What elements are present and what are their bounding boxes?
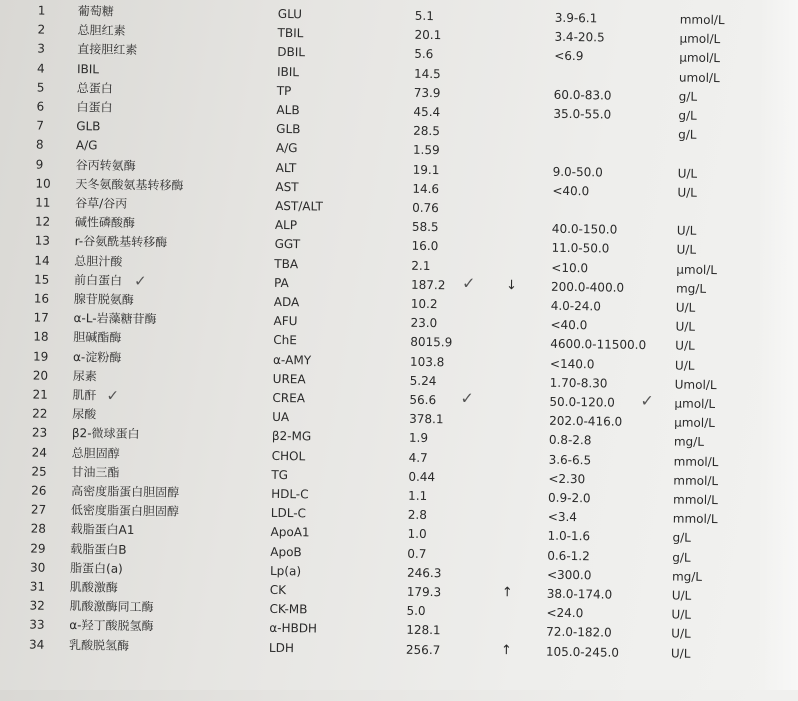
test-code: TBIL bbox=[277, 26, 304, 41]
reference-range: 40.0-150.0 bbox=[551, 221, 618, 237]
test-value: 128.1 bbox=[406, 623, 441, 638]
test-code: GGT bbox=[274, 237, 301, 252]
test-code: A/G bbox=[275, 141, 298, 156]
test-unit: mg/L bbox=[673, 434, 705, 450]
row-index: 18 bbox=[33, 329, 49, 345]
test-unit: U/L bbox=[675, 300, 696, 315]
test-unit: μmol/L bbox=[679, 31, 721, 47]
test-code: PA bbox=[273, 275, 289, 290]
test-code: TBA bbox=[274, 256, 299, 271]
reference-range: 50.0-120.0 bbox=[549, 394, 615, 410]
reference-range: <40.0 bbox=[550, 317, 588, 333]
test-code: GLB bbox=[276, 122, 301, 137]
test-value: 5.1 bbox=[414, 8, 435, 24]
row-index: 29 bbox=[30, 541, 46, 556]
reference-range: <2.30 bbox=[548, 471, 586, 487]
test-value: 16.0 bbox=[411, 239, 439, 254]
test-name: β2-微球蛋白 bbox=[71, 426, 140, 442]
test-unit: μmol/L bbox=[679, 50, 721, 66]
abnormal-flag: ↓ bbox=[505, 277, 518, 294]
row-index: 25 bbox=[31, 464, 47, 479]
reference-range: <3.4 bbox=[547, 509, 578, 525]
test-code: Lp(a) bbox=[269, 563, 302, 579]
test-value: 20.1 bbox=[414, 27, 442, 43]
test-unit: mmol/L bbox=[679, 12, 725, 28]
test-value: 23.0 bbox=[410, 315, 438, 331]
test-name: 尿素 bbox=[72, 368, 97, 384]
test-name: 腺苷脱氨酶 bbox=[73, 292, 134, 307]
test-code: CHOL bbox=[271, 448, 306, 463]
test-code: CK-MB bbox=[269, 602, 308, 617]
test-code: TG bbox=[271, 467, 289, 482]
test-unit: mmol/L bbox=[672, 492, 718, 508]
reference-range: 72.0-182.0 bbox=[546, 625, 612, 640]
test-value: 103.8 bbox=[409, 354, 445, 369]
row-index: 15 bbox=[34, 272, 50, 287]
test-code: ApoA1 bbox=[270, 525, 310, 540]
reference-range: <140.0 bbox=[549, 356, 595, 371]
reference-range: <300.0 bbox=[546, 567, 592, 583]
handwritten-check-icon: ✓ bbox=[461, 273, 476, 293]
row-index: 20 bbox=[32, 368, 49, 383]
test-value: 187.2 bbox=[410, 277, 446, 293]
test-code: ALT bbox=[275, 160, 297, 175]
test-name: 载脂蛋白B bbox=[70, 541, 127, 557]
test-unit: mmol/L bbox=[672, 511, 718, 527]
test-unit: umol/L bbox=[678, 70, 720, 85]
test-name: 肌酸激酶同工酶 bbox=[69, 599, 154, 615]
test-code: ChE bbox=[273, 333, 297, 348]
test-code: HDL-C bbox=[271, 486, 309, 502]
test-name: A/G bbox=[75, 138, 98, 153]
row-index: 12 bbox=[34, 214, 51, 229]
test-name: 葡萄糖 bbox=[77, 4, 114, 19]
reference-range: 3.9-6.1 bbox=[554, 10, 598, 26]
reference-range: <40.0 bbox=[552, 183, 590, 199]
test-name: 甘油三酯 bbox=[71, 464, 120, 480]
row-index: 28 bbox=[30, 521, 46, 537]
test-name: 总胆固醇 bbox=[71, 445, 120, 461]
row-index: 3 bbox=[37, 41, 46, 57]
test-name: 谷丙转氨酶 bbox=[75, 157, 136, 173]
row-index: 13 bbox=[34, 233, 51, 249]
test-code: AST/ALT bbox=[275, 198, 324, 214]
reference-range: 105.0-245.0 bbox=[545, 644, 620, 660]
row-index: 4 bbox=[36, 61, 45, 76]
test-value: 45.4 bbox=[413, 104, 441, 120]
handwritten-check-icon: ✓ bbox=[460, 388, 475, 408]
test-value: 5.6 bbox=[414, 47, 434, 62]
reference-range: 4.0-24.0 bbox=[550, 298, 602, 314]
test-name: 总蛋白 bbox=[76, 80, 113, 96]
test-value: 14.6 bbox=[412, 181, 440, 196]
test-value: 2.1 bbox=[411, 258, 431, 273]
handwritten-check-icon: ✓ bbox=[133, 271, 147, 290]
test-code: α-AMY bbox=[272, 352, 312, 367]
reference-range: 1.70-8.30 bbox=[549, 375, 608, 391]
test-unit: g/L bbox=[678, 108, 697, 123]
reference-range: <6.9 bbox=[554, 49, 584, 64]
reference-range: <10.0 bbox=[551, 260, 589, 275]
test-name: 总胆汁酸 bbox=[74, 253, 123, 269]
reference-range: 3.6-6.5 bbox=[548, 452, 592, 467]
row-index: 19 bbox=[32, 349, 49, 364]
test-name: GLB bbox=[76, 119, 101, 134]
test-value: 378.1 bbox=[409, 411, 444, 427]
test-value: 1.0 bbox=[407, 527, 427, 542]
reference-range: <24.0 bbox=[546, 605, 584, 621]
reference-range: 200.0-400.0 bbox=[550, 279, 625, 295]
row-index: 5 bbox=[36, 80, 45, 95]
test-name: r-谷氨酰基转移酶 bbox=[74, 234, 168, 250]
test-unit: Umol/L bbox=[674, 377, 717, 392]
test-name: 肌酸激酶 bbox=[69, 580, 118, 595]
test-name: 碱性磷酸酶 bbox=[74, 215, 136, 231]
abnormal-flag: ↑ bbox=[500, 642, 512, 658]
reference-range: 0.9-2.0 bbox=[548, 490, 591, 506]
test-value: 56.6 bbox=[409, 392, 437, 408]
test-code: ADA bbox=[273, 294, 300, 310]
reference-range: 38.0-174.0 bbox=[546, 586, 613, 602]
test-name: α-羟丁酸脱氢酶 bbox=[69, 618, 154, 634]
test-name: 胆碱酯酶 bbox=[73, 330, 122, 346]
row-index: 1 bbox=[37, 3, 46, 18]
reference-range: 3.4-20.5 bbox=[554, 29, 605, 45]
reference-range: 202.0-416.0 bbox=[549, 413, 623, 429]
test-name: α-淀粉酶 bbox=[72, 349, 122, 365]
test-name: IBIL bbox=[76, 61, 100, 76]
reference-range: 1.0-1.6 bbox=[547, 529, 591, 544]
test-unit: mg/L bbox=[675, 281, 707, 296]
test-code: AFU bbox=[273, 314, 298, 329]
test-value: 2.8 bbox=[407, 507, 428, 523]
test-name: 白蛋白 bbox=[76, 100, 113, 115]
row-index: 14 bbox=[34, 253, 50, 268]
test-value: 246.3 bbox=[406, 565, 442, 581]
test-name: 高密度脂蛋白胆固醇 bbox=[71, 484, 180, 500]
row-index: 33 bbox=[29, 617, 45, 633]
test-name: 前白蛋白 bbox=[74, 272, 123, 288]
row-index: 11 bbox=[35, 195, 51, 210]
row-index: 22 bbox=[32, 406, 48, 421]
test-code: IBIL bbox=[276, 64, 300, 79]
test-unit: U/L bbox=[675, 338, 695, 354]
row-index: 24 bbox=[31, 445, 48, 460]
row-index: 32 bbox=[29, 598, 45, 613]
test-unit: U/L bbox=[671, 626, 691, 642]
test-value: 1.9 bbox=[408, 431, 429, 446]
test-unit: μmol/L bbox=[674, 396, 716, 412]
reference-range: 60.0-83.0 bbox=[553, 87, 612, 103]
row-index: 34 bbox=[28, 637, 45, 652]
test-unit: μmol/L bbox=[674, 415, 715, 431]
test-value: 0.7 bbox=[407, 546, 427, 561]
test-unit: g/L bbox=[672, 530, 692, 546]
row-index: 30 bbox=[29, 560, 46, 575]
test-value: 58.5 bbox=[411, 219, 439, 235]
test-value: 8015.9 bbox=[410, 335, 453, 350]
test-value: 28.5 bbox=[413, 123, 441, 139]
test-unit: U/L bbox=[677, 166, 698, 181]
test-unit: U/L bbox=[671, 607, 692, 622]
test-unit: U/L bbox=[676, 223, 697, 238]
test-unit: g/L bbox=[678, 89, 698, 104]
test-value: 4.7 bbox=[408, 450, 428, 465]
test-name: 天冬氨酸氨基转移酶 bbox=[75, 176, 184, 193]
test-code: GLU bbox=[277, 6, 303, 22]
row-index: 2 bbox=[37, 22, 46, 37]
test-value: 1.1 bbox=[408, 488, 428, 504]
test-value: 5.24 bbox=[409, 373, 437, 388]
test-name: 直接胆红素 bbox=[77, 42, 138, 58]
test-unit: U/L bbox=[677, 185, 697, 200]
test-value: 256.7 bbox=[405, 642, 441, 657]
test-unit: μmol/L bbox=[676, 262, 718, 277]
test-value: 5.0 bbox=[406, 603, 426, 619]
test-unit: U/L bbox=[671, 588, 692, 603]
test-code: UA bbox=[272, 410, 290, 425]
reference-range: 11.0-50.0 bbox=[551, 241, 610, 256]
test-value: 19.1 bbox=[412, 162, 440, 177]
test-name: 低密度脂蛋白胆固醇 bbox=[70, 503, 179, 519]
reference-range: 0.6-1.2 bbox=[547, 548, 590, 563]
test-code: CK bbox=[269, 582, 287, 598]
test-value: 0.44 bbox=[408, 469, 436, 484]
handwritten-check-icon: ✓ bbox=[640, 390, 655, 411]
test-unit: g/L bbox=[678, 127, 697, 142]
handwritten-check-icon: ✓ bbox=[106, 386, 120, 405]
row-index: 31 bbox=[29, 579, 46, 594]
reference-range: 4600.0-11500.0 bbox=[550, 337, 647, 353]
row-index: 7 bbox=[36, 118, 44, 133]
test-code: ApoB bbox=[270, 544, 302, 559]
row-index: 16 bbox=[33, 291, 50, 306]
test-value: 14.5 bbox=[413, 66, 441, 81]
test-code: β2-MG bbox=[271, 429, 312, 444]
test-name: 肌酐 bbox=[72, 388, 97, 403]
test-unit: U/L bbox=[674, 358, 695, 373]
test-code: UREA bbox=[272, 371, 306, 387]
reference-range: 0.8-2.8 bbox=[548, 433, 592, 448]
test-code: LDH bbox=[268, 640, 295, 655]
row-index: 21 bbox=[32, 387, 48, 402]
reference-range: 9.0-50.0 bbox=[552, 164, 603, 180]
test-code: TP bbox=[276, 83, 292, 98]
test-unit: mmol/L bbox=[673, 473, 719, 488]
test-value: 1.59 bbox=[412, 143, 440, 158]
test-code: ALB bbox=[276, 102, 300, 118]
test-name: 总胆红素 bbox=[77, 23, 126, 38]
test-unit: U/L bbox=[676, 242, 697, 258]
test-name: α-L-岩藻糖苷酶 bbox=[73, 311, 157, 327]
test-value: 10.2 bbox=[410, 296, 438, 312]
row-index: 26 bbox=[31, 483, 47, 498]
paper-edge-shading bbox=[758, 0, 798, 690]
row-index: 23 bbox=[31, 425, 48, 441]
test-name: 尿酸 bbox=[72, 407, 97, 422]
test-unit: mmol/L bbox=[673, 454, 719, 469]
row-index: 8 bbox=[35, 137, 44, 153]
test-value: 73.9 bbox=[413, 85, 441, 100]
row-index: 9 bbox=[35, 157, 44, 172]
test-unit: U/L bbox=[670, 646, 691, 661]
row-index: 6 bbox=[36, 99, 45, 114]
reference-range: 35.0-55.0 bbox=[553, 106, 612, 122]
test-code: AST bbox=[275, 179, 299, 194]
test-code: CREA bbox=[272, 390, 306, 406]
test-code: α-HBDH bbox=[269, 621, 318, 636]
test-code: DBIL bbox=[277, 45, 306, 60]
test-name: 脂蛋白(a) bbox=[69, 560, 123, 576]
test-name: 载脂蛋白A1 bbox=[70, 522, 135, 538]
test-value: 0.76 bbox=[412, 200, 439, 216]
test-name: 谷草/谷丙 bbox=[75, 196, 128, 211]
test-name: 乳酸脱氢酶 bbox=[68, 637, 130, 653]
test-unit: mg/L bbox=[671, 569, 703, 584]
test-code: ALP bbox=[274, 218, 298, 233]
row-index: 10 bbox=[35, 176, 51, 191]
test-unit: g/L bbox=[672, 550, 691, 565]
test-unit: U/L bbox=[675, 319, 696, 334]
test-code: LDL-C bbox=[270, 506, 307, 521]
abnormal-flag: ↑ bbox=[501, 585, 513, 601]
row-index: 27 bbox=[30, 502, 47, 517]
row-index: 17 bbox=[33, 310, 49, 325]
test-value: 179.3 bbox=[406, 584, 442, 600]
